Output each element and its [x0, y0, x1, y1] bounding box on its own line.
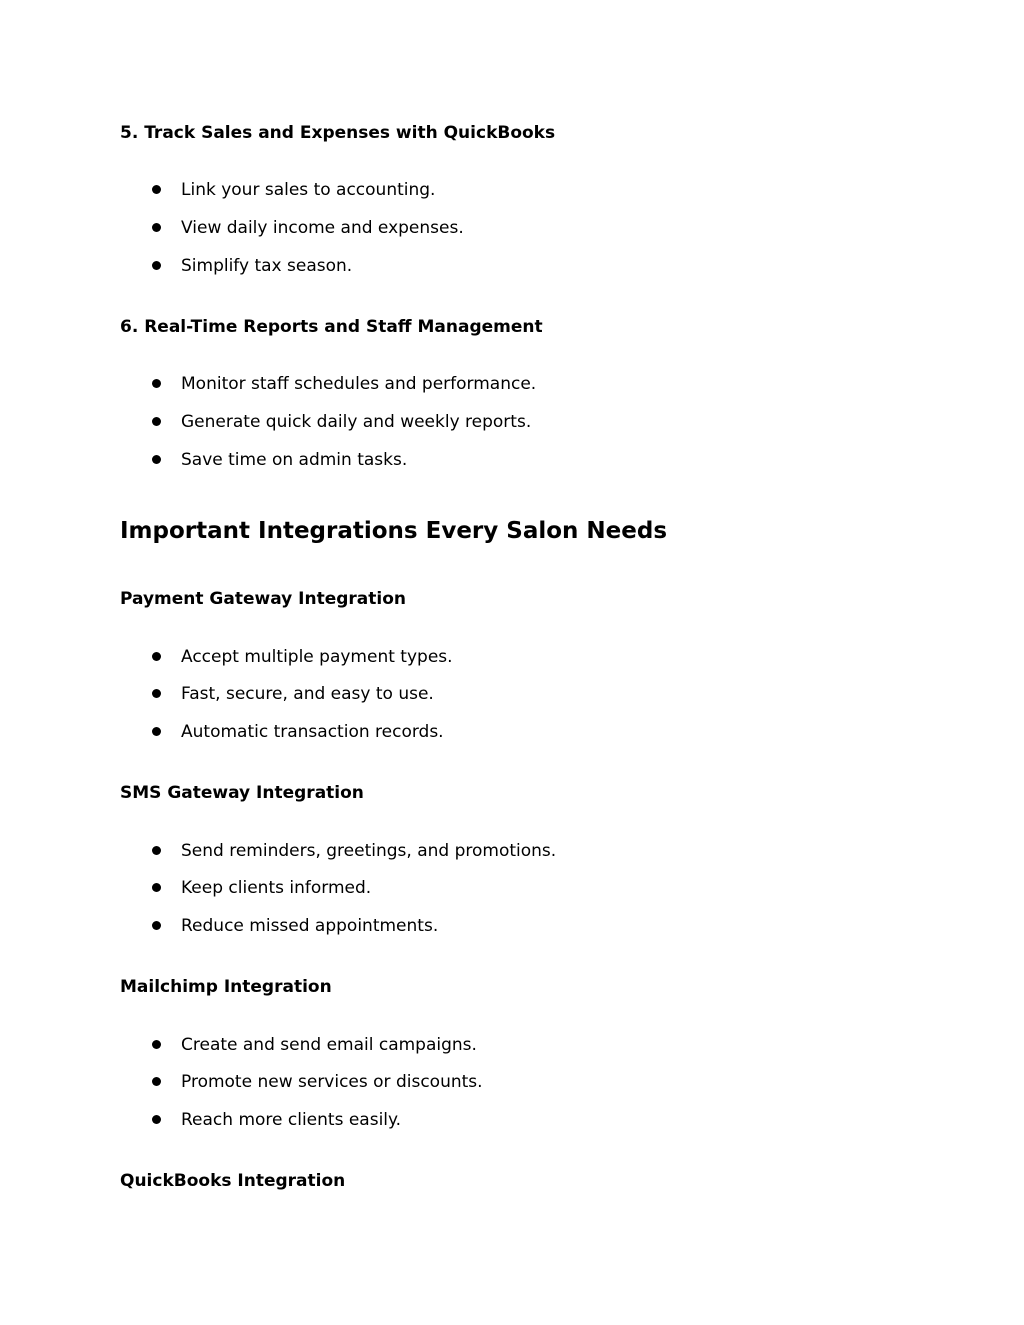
document-page: 5. Track Sales and Expenses with QuickBooks Link your sales to accounting. View daily income and expenses. Simplify tax season. 6. Real-Time Reports and Staff Management Monitor staff schedules and performance. Generate quick daily and weekly reports. Save time on admin tasks. Important Integrations Every Salon Needs Payment Gateway Integration Accept multiple payment types. Fast, secure, and easy to use. Automatic transaction records. SMS Gateway Integration Send reminders, greetings, and promotions. Keep clients informed. Reduce missed appointments. Mailchimp Integration Create and send email campaigns. Promote new services or discounts. Reach more clients easily. QuickBooks Integration: [120, 123, 668, 1191]
bullet-icon: [152, 652, 161, 661]
bullet-icon: [152, 261, 161, 270]
bullet-icon: [152, 379, 161, 388]
bullet-icon: [152, 689, 161, 698]
section-heading-real-time-reports: 6. Real-Time Reports and Staff Management: [120, 317, 543, 337]
bullet-icon: [152, 185, 161, 194]
section-heading-payment-gateway: Payment Gateway Integration: [120, 589, 407, 609]
section-heading-quickbooks: QuickBooks Integration: [120, 1171, 346, 1191]
section-heading-track-sales: 5. Track Sales and Expenses with QuickBooks: [120, 123, 556, 143]
bullet-icon: [152, 846, 161, 855]
bullet-icon: [152, 921, 161, 930]
bullet-icon: [152, 883, 161, 892]
section-heading-sms-gateway: SMS Gateway Integration: [120, 783, 364, 803]
bullet-icon: [152, 223, 161, 232]
bullet-icon: [152, 455, 161, 464]
bullet-icon: [152, 417, 161, 426]
bullet-icon: [152, 727, 161, 736]
section-heading-mailchimp: Mailchimp Integration: [120, 977, 332, 997]
bullet-icon: [152, 1115, 161, 1124]
integrations-title: Important Integrations Every Salon Needs: [120, 518, 668, 544]
bullet-icon: [152, 1040, 161, 1049]
bullet-icon: [152, 1077, 161, 1086]
